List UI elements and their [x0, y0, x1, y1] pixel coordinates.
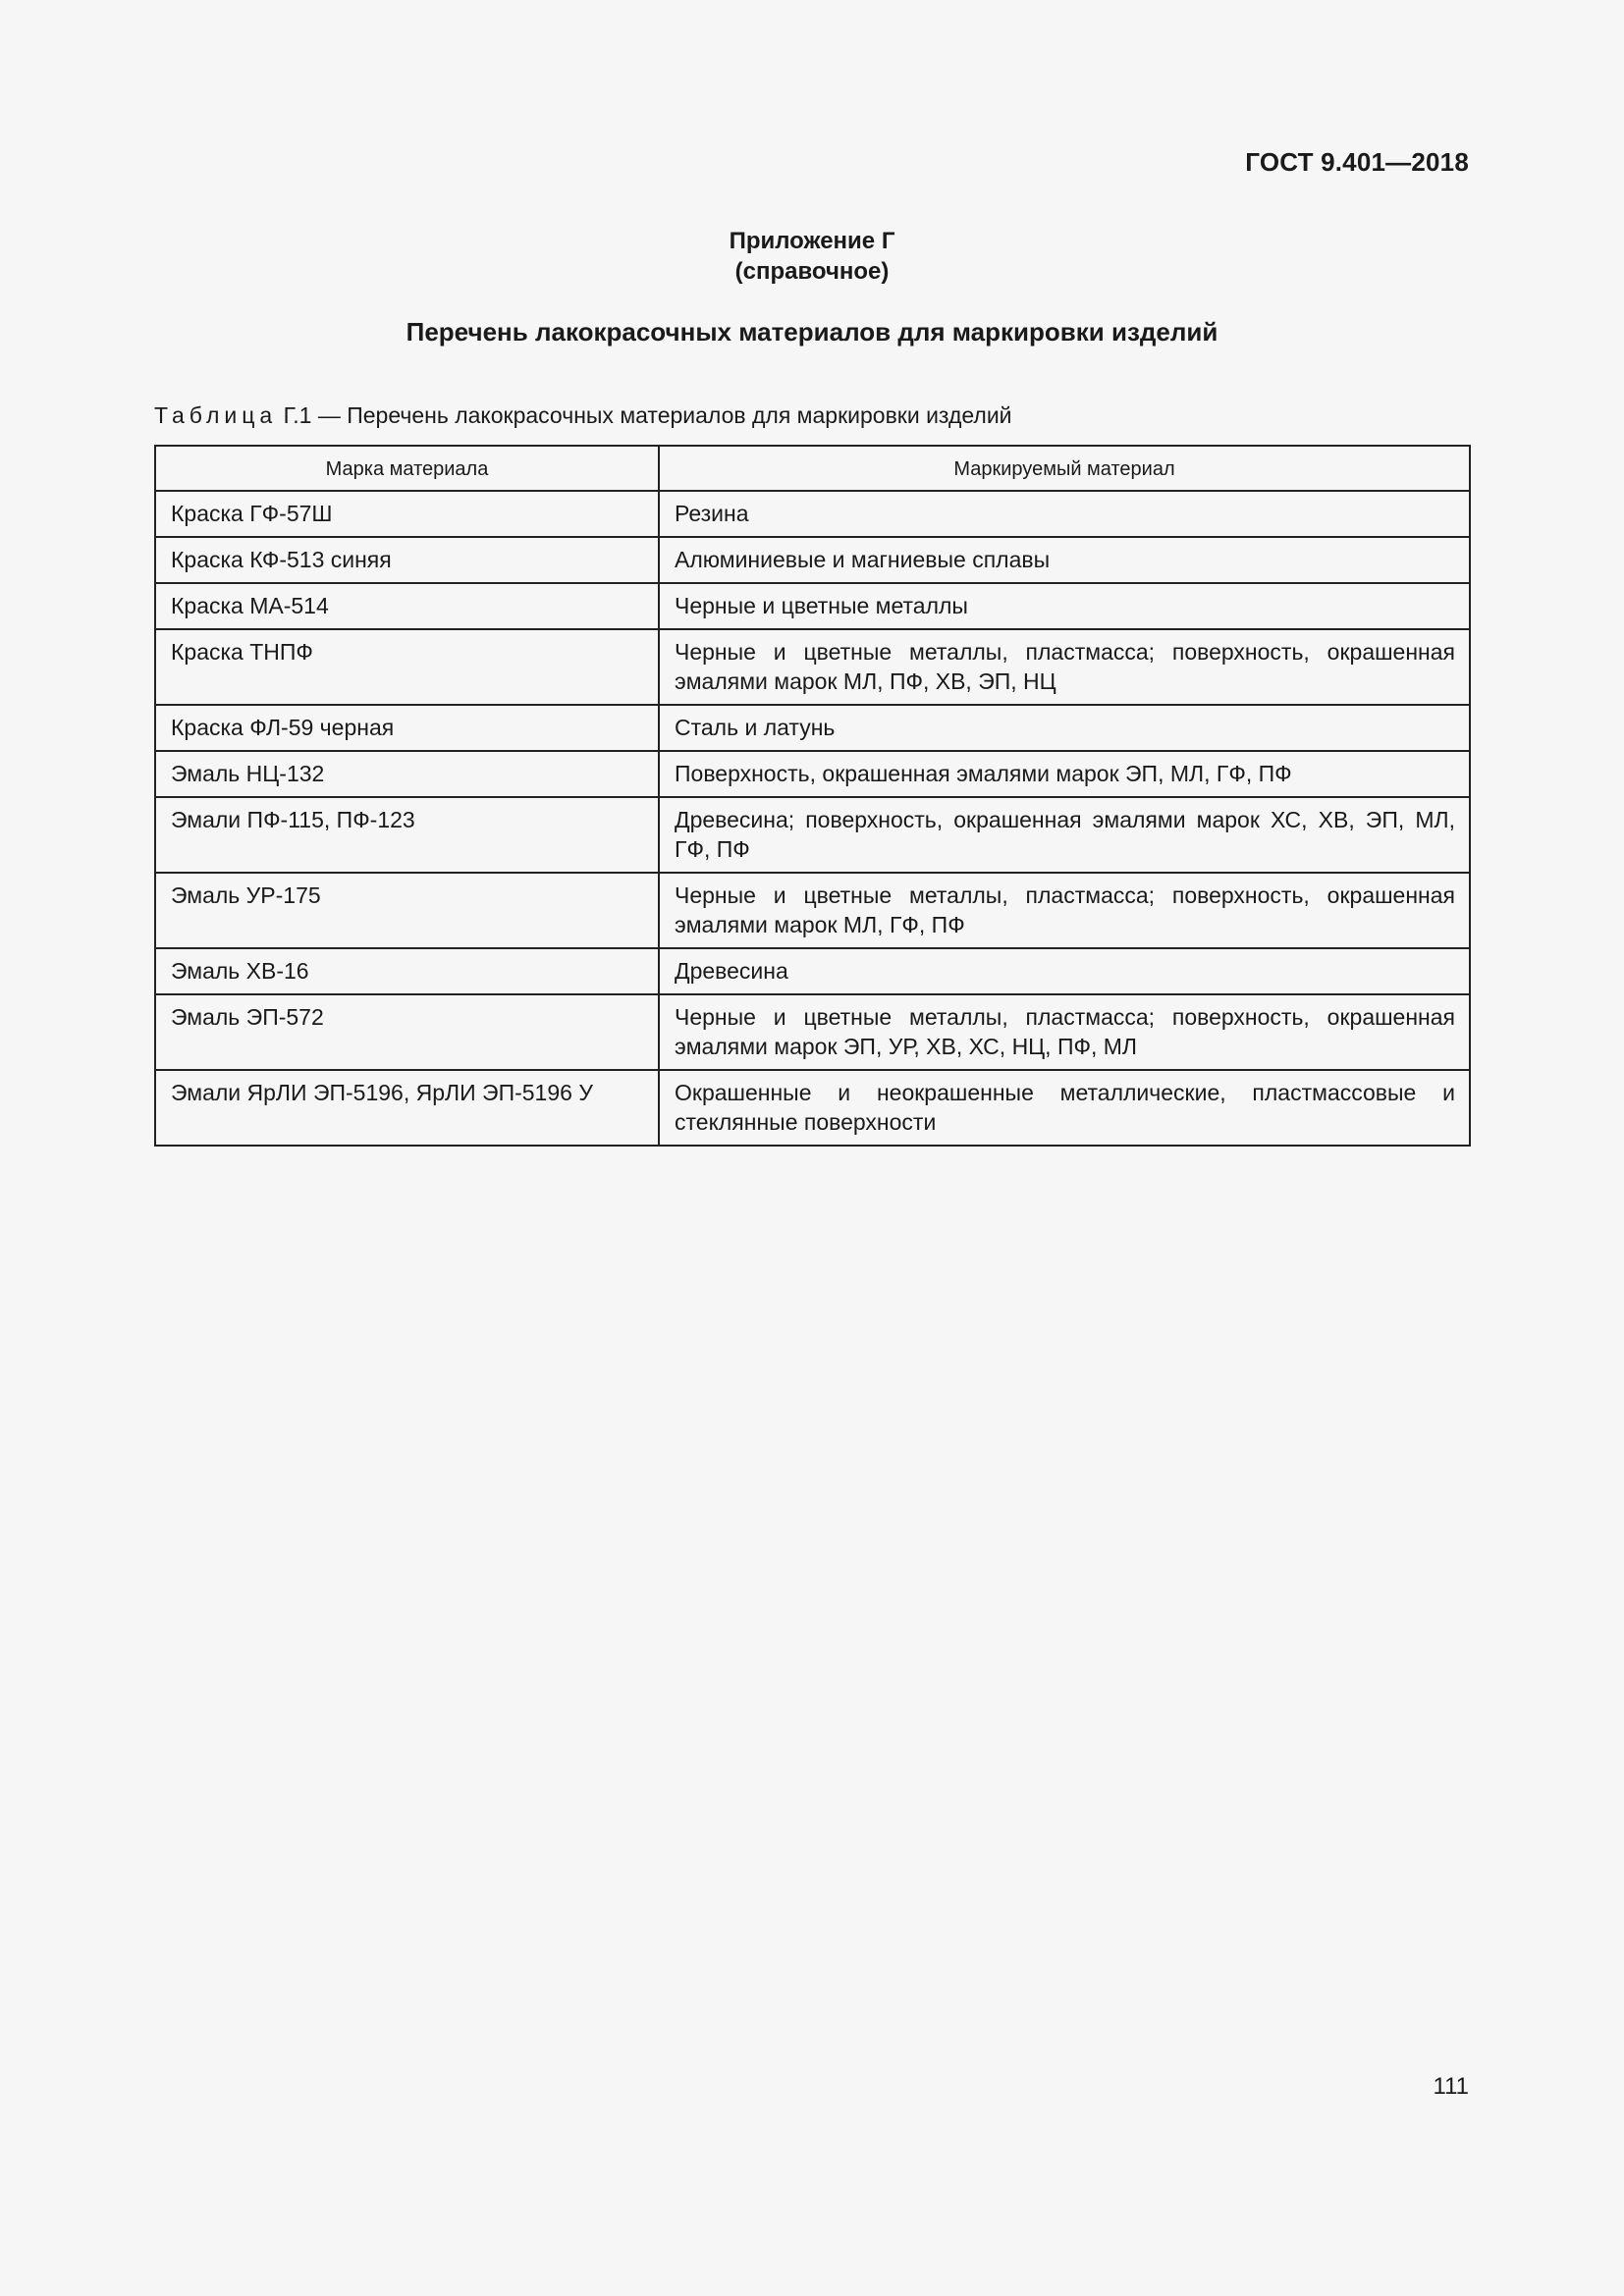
table-row [155, 994, 1470, 1070]
material-brand-cell: Эмали ПФ-115, ПФ-123 [155, 797, 659, 873]
material-brand-cell: Краска ФЛ-59 черная [155, 705, 659, 751]
appendix-title: Приложение Г [729, 228, 895, 254]
material-brand-cell: Краска ГФ-57Ш [155, 491, 659, 537]
table-row [155, 797, 1470, 873]
table-row [155, 629, 1470, 705]
document-title: Перечень лакокрасочных материалов для маркировки изделий [406, 317, 1218, 347]
table-row [155, 705, 1470, 751]
appendix-heading [0, 226, 1624, 287]
column-header-marked-material: Маркируемый материал [659, 446, 1470, 491]
marked-material-cell: Резина [659, 491, 1470, 537]
material-brand-cell: Эмаль НЦ-132 [155, 751, 659, 797]
material-brand-cell: Эмаль ЭП-572 [155, 994, 659, 1070]
marked-material-cell: Черные и цветные металлы [659, 583, 1470, 629]
table-caption-text: — Перечень лакокрасочных материалов для маркировки изделий [317, 402, 1012, 428]
table-caption [154, 402, 1012, 429]
marked-material-cell: Черные и цветные металлы, пластмасса; поверхность, окрашенная эмалями марок ЭП, УР, ХВ, ХС, НЦ, ПФ, МЛ [659, 994, 1470, 1070]
marked-material-cell: Окрашенные и неокрашенные металлические, пластмассовые и стеклянные поверхности [659, 1070, 1470, 1146]
material-brand-cell: Эмаль ХВ-16 [155, 948, 659, 994]
marked-material-cell: Черные и цветные металлы, пластмасса; поверхность, окрашенная эмалями марок МЛ, ПФ, ХВ, ЭП, НЦ [659, 629, 1470, 705]
table-row [155, 583, 1470, 629]
table-row [155, 1070, 1470, 1146]
table-caption-number: Г.1 [283, 402, 312, 428]
marked-material-cell: Алюминиевые и магниевые сплавы [659, 537, 1470, 583]
table-header-row [155, 446, 1470, 491]
table-row [155, 491, 1470, 537]
page-number: 111 [1433, 2073, 1469, 2100]
table-row [155, 537, 1470, 583]
appendix-subtitle: (справочное) [734, 258, 890, 285]
table-row [155, 751, 1470, 797]
table-row [155, 948, 1470, 994]
material-brand-cell: Краска МА-514 [155, 583, 659, 629]
marked-material-cell: Древесина; поверхность, окрашенная эмалями марок ХС, ХВ, ЭП, МЛ, ГФ, ПФ [659, 797, 1470, 873]
marked-material-cell: Поверхность, окрашенная эмалями марок ЭП, МЛ, ГФ, ПФ [659, 751, 1470, 797]
marked-material-cell: Черные и цветные металлы, пластмасса; поверхность, окрашенная эмалями марок МЛ, ГФ, ПФ [659, 873, 1470, 948]
material-brand-cell: Краска ТНПФ [155, 629, 659, 705]
marked-material-cell: Сталь и латунь [659, 705, 1470, 751]
table-row [155, 873, 1470, 948]
column-header-material-brand: Марка материала [155, 446, 659, 491]
standard-designation: ГОСТ 9.401—2018 [1245, 147, 1469, 177]
material-brand-cell: Эмали ЯрЛИ ЭП-5196, ЯрЛИ ЭП-5196 У [155, 1070, 659, 1146]
table-caption-prefix: Таблица [154, 402, 278, 428]
material-brand-cell: Эмаль УР-175 [155, 873, 659, 948]
materials-table [154, 445, 1471, 1147]
marked-material-cell: Древесина [659, 948, 1470, 994]
material-brand-cell: Краска КФ-513 синяя [155, 537, 659, 583]
